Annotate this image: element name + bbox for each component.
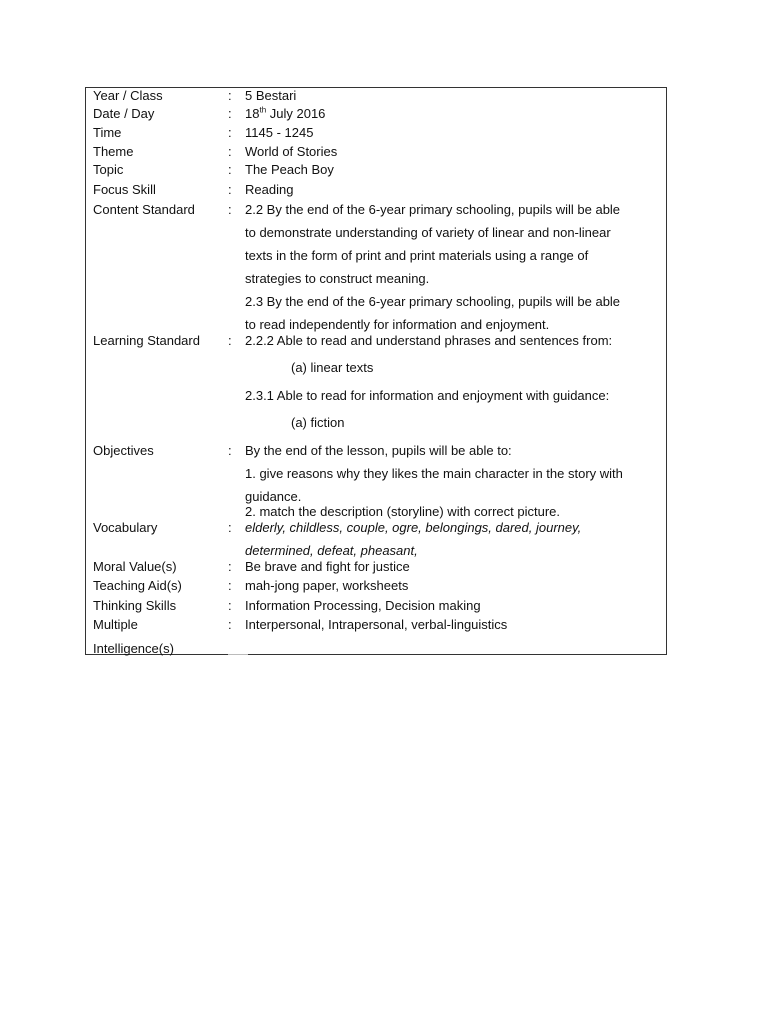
multiple-intelligence-label-line1: Multiple <box>93 617 138 632</box>
topic-value: The Peach Boy <box>245 162 334 177</box>
colon: : <box>228 559 232 574</box>
colon: : <box>228 125 232 140</box>
objectives-line: guidance. <box>245 489 302 504</box>
divider <box>228 654 248 655</box>
colon: : <box>228 578 232 593</box>
multiple-intelligence-value: Interpersonal, Intrapersonal, verbal-linguistics <box>245 617 508 632</box>
colon: : <box>228 520 232 535</box>
colon: : <box>228 144 232 159</box>
content-standard-line: 2.2 By the end of the 6-year primary schooling, pupils will be able <box>245 202 621 217</box>
focus-skill-label: Focus Skill <box>93 182 156 197</box>
colon: : <box>228 617 232 632</box>
content-standard-line: to read independently for information and enjoyment. <box>245 317 550 332</box>
lesson-plan-table <box>85 87 667 655</box>
objectives-line: By the end of the lesson, pupils will be able to: <box>245 443 512 458</box>
colon: : <box>228 182 232 197</box>
learning-standard-label: Learning Standard <box>93 333 200 348</box>
vocabulary-label: Vocabulary <box>93 520 158 535</box>
colon: : <box>228 333 232 348</box>
learning-standard-line: 2.2.2 Able to read and understand phrases and sentences from: <box>245 333 613 348</box>
moral-values-label: Moral Value(s) <box>93 559 177 574</box>
time-value: 1145 - 1245 <box>245 125 314 140</box>
focus-skill-value: Reading <box>245 182 294 197</box>
objectives-line: 1. give reasons why they likes the main character in the story with <box>245 466 623 481</box>
thinking-skills-label: Thinking Skills <box>93 598 177 613</box>
learning-standard-subitem: (a) fiction <box>291 415 345 430</box>
content-standard-line: to demonstrate understanding of variety of linear and non-linear <box>245 225 611 240</box>
learning-standard-subitem: (a) linear texts <box>291 360 374 375</box>
colon: : <box>228 162 232 177</box>
content-standard-line: strategies to construct meaning. <box>245 271 430 286</box>
colon: : <box>228 598 232 613</box>
theme-value: World of Stories <box>245 144 338 159</box>
date-day-number: 18 <box>245 106 260 121</box>
date-day-value <box>245 106 325 122</box>
thinking-skills-value: Information Processing, Decision making <box>245 598 481 613</box>
topic-label: Topic <box>93 162 124 177</box>
content-standard-label: Content Standard <box>93 202 195 217</box>
vocabulary-line: elderly, childless, couple, ogre, belongings, dared, journey, <box>245 520 582 535</box>
colon: : <box>228 202 232 217</box>
vocabulary-line: determined, defeat, pheasant, <box>245 543 418 558</box>
time-label: Time <box>93 125 122 140</box>
content-standard-line: 2.3 By the end of the 6-year primary schooling, pupils will be able <box>245 294 621 309</box>
multiple-intelligence-label-line2: Intelligence(s) <box>93 641 174 656</box>
colon: : <box>228 88 232 103</box>
colon: : <box>228 106 232 121</box>
learning-standard-line: 2.3.1 Able to read for information and enjoyment with guidance: <box>245 388 610 403</box>
year-class-value: 5 Bestari <box>245 88 297 103</box>
theme-label: Theme <box>93 144 134 159</box>
date-day-label: Date / Day <box>93 106 155 121</box>
year-class-label: Year / Class <box>93 88 163 103</box>
content-standard-line: texts in the form of print and print materials using a range of <box>245 248 589 263</box>
date-day-ordinal: th <box>259 105 267 115</box>
objectives-label: Objectives <box>93 443 154 458</box>
objectives-line: 2. match the description (storyline) with correct picture. <box>245 504 561 519</box>
teaching-aids-value: mah-jong paper, worksheets <box>245 578 409 593</box>
date-month-year: July 2016 <box>266 106 326 121</box>
teaching-aids-label: Teaching Aid(s) <box>93 578 182 593</box>
colon: : <box>228 443 232 458</box>
moral-values-value: Be brave and fight for justice <box>245 559 410 574</box>
